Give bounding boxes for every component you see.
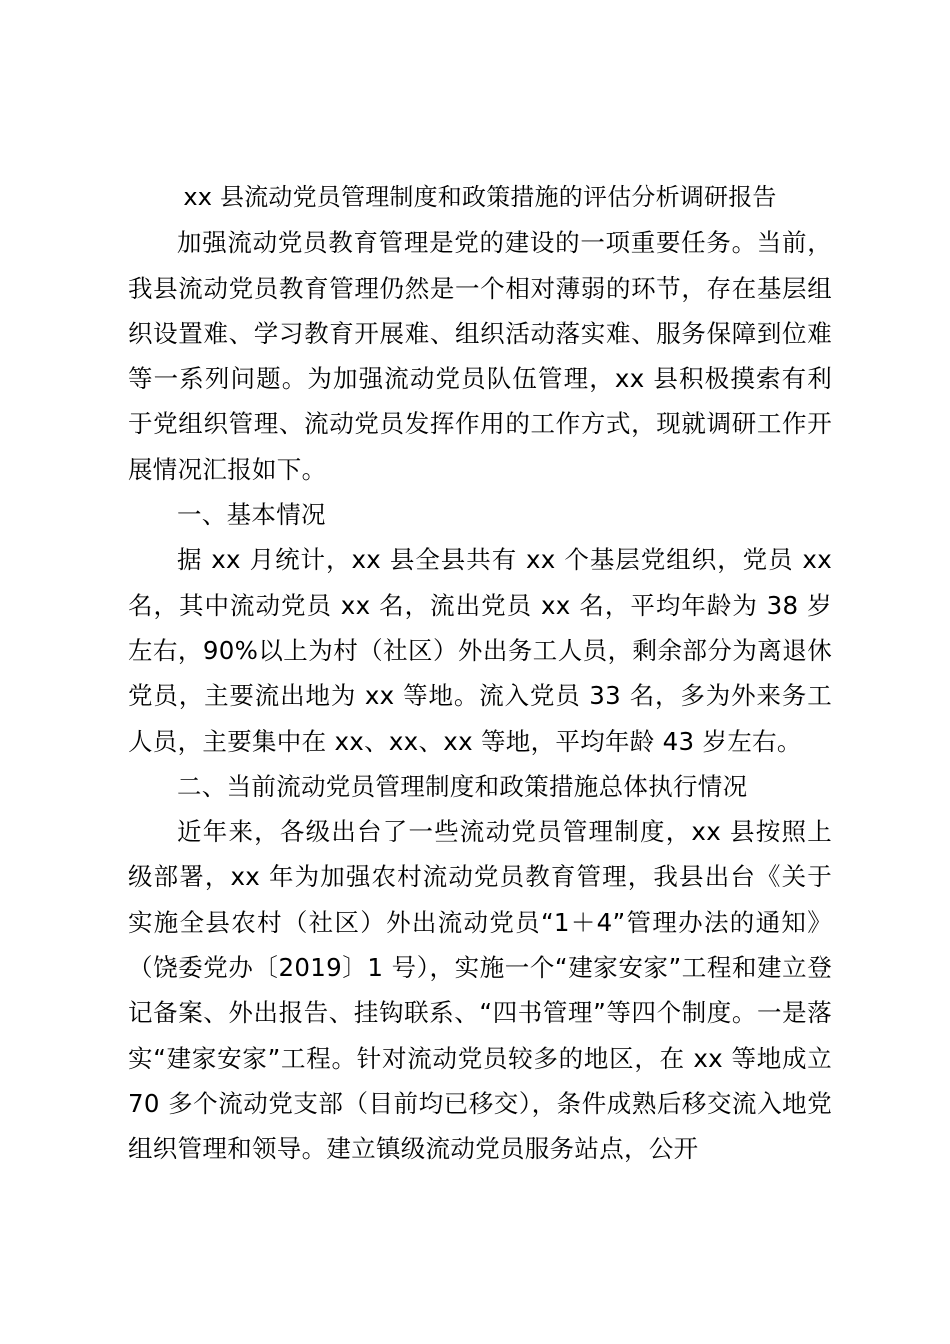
implementation-paragraph: 近年来，各级出台了一些流动党员管理制度，xx 县按照上级部署，xx 年为加强农村流动党员教育管理，我县出台《关于实施全县农村（社区）外出流动党员“1＋4”管理办法的通知》（饶委党办〔2019〕1 号），实施一个“建家安家”工程和建立登记备案、外出报告、挂钩联系、“四书管理”等四个制度。一是落实“建家安家”工程。针对流动党员较多的地区，在 xx 等地成立 70 多个流动党支部（目前均已移交），条件成熟后移交流入地党组织管理和领导。建立镇级流动党员服务站点，公开: [128, 817, 832, 1164]
intro-paragraph: 加强流动党员教育管理是党的建设的一项重要任务。当前，我县流动党员教育管理仍然是一个相对薄弱的环节，存在基层组织设置难、学习教育开展难、组织活动落实难、服务保障到位难等一系列问题。为加强流动党员队伍管理，xx 县积极摸索有利于党组织管理、流动党员发挥作用的工作方式，现就调研工作开展情况汇报如下。: [128, 228, 832, 484]
document-title: xx 县流动党员管理制度和政策措施的评估分析调研报告: [183, 183, 777, 211]
section-heading-basic-situation: 一、基本情况: [177, 500, 326, 530]
basic-situation-paragraph: 据 xx 月统计，xx 县全县共有 xx 个基层党组织，党员 xx 名，其中流动党员 xx 名，流出党员 xx 名，平均年龄为 38 岁左右，90%以上为村（社区）外出务工人员，剩余部分为离退休党员，主要流出地为 xx 等地。流入党员 33 名，多为外来务工人员，主要集中在 xx、xx、xx 等地，平均年龄 43 岁左右。: [128, 545, 832, 756]
section-heading-implementation: 二、当前流动党员管理制度和政策措施总体执行情况: [177, 771, 748, 801]
document-body: [128, 175, 832, 1172]
